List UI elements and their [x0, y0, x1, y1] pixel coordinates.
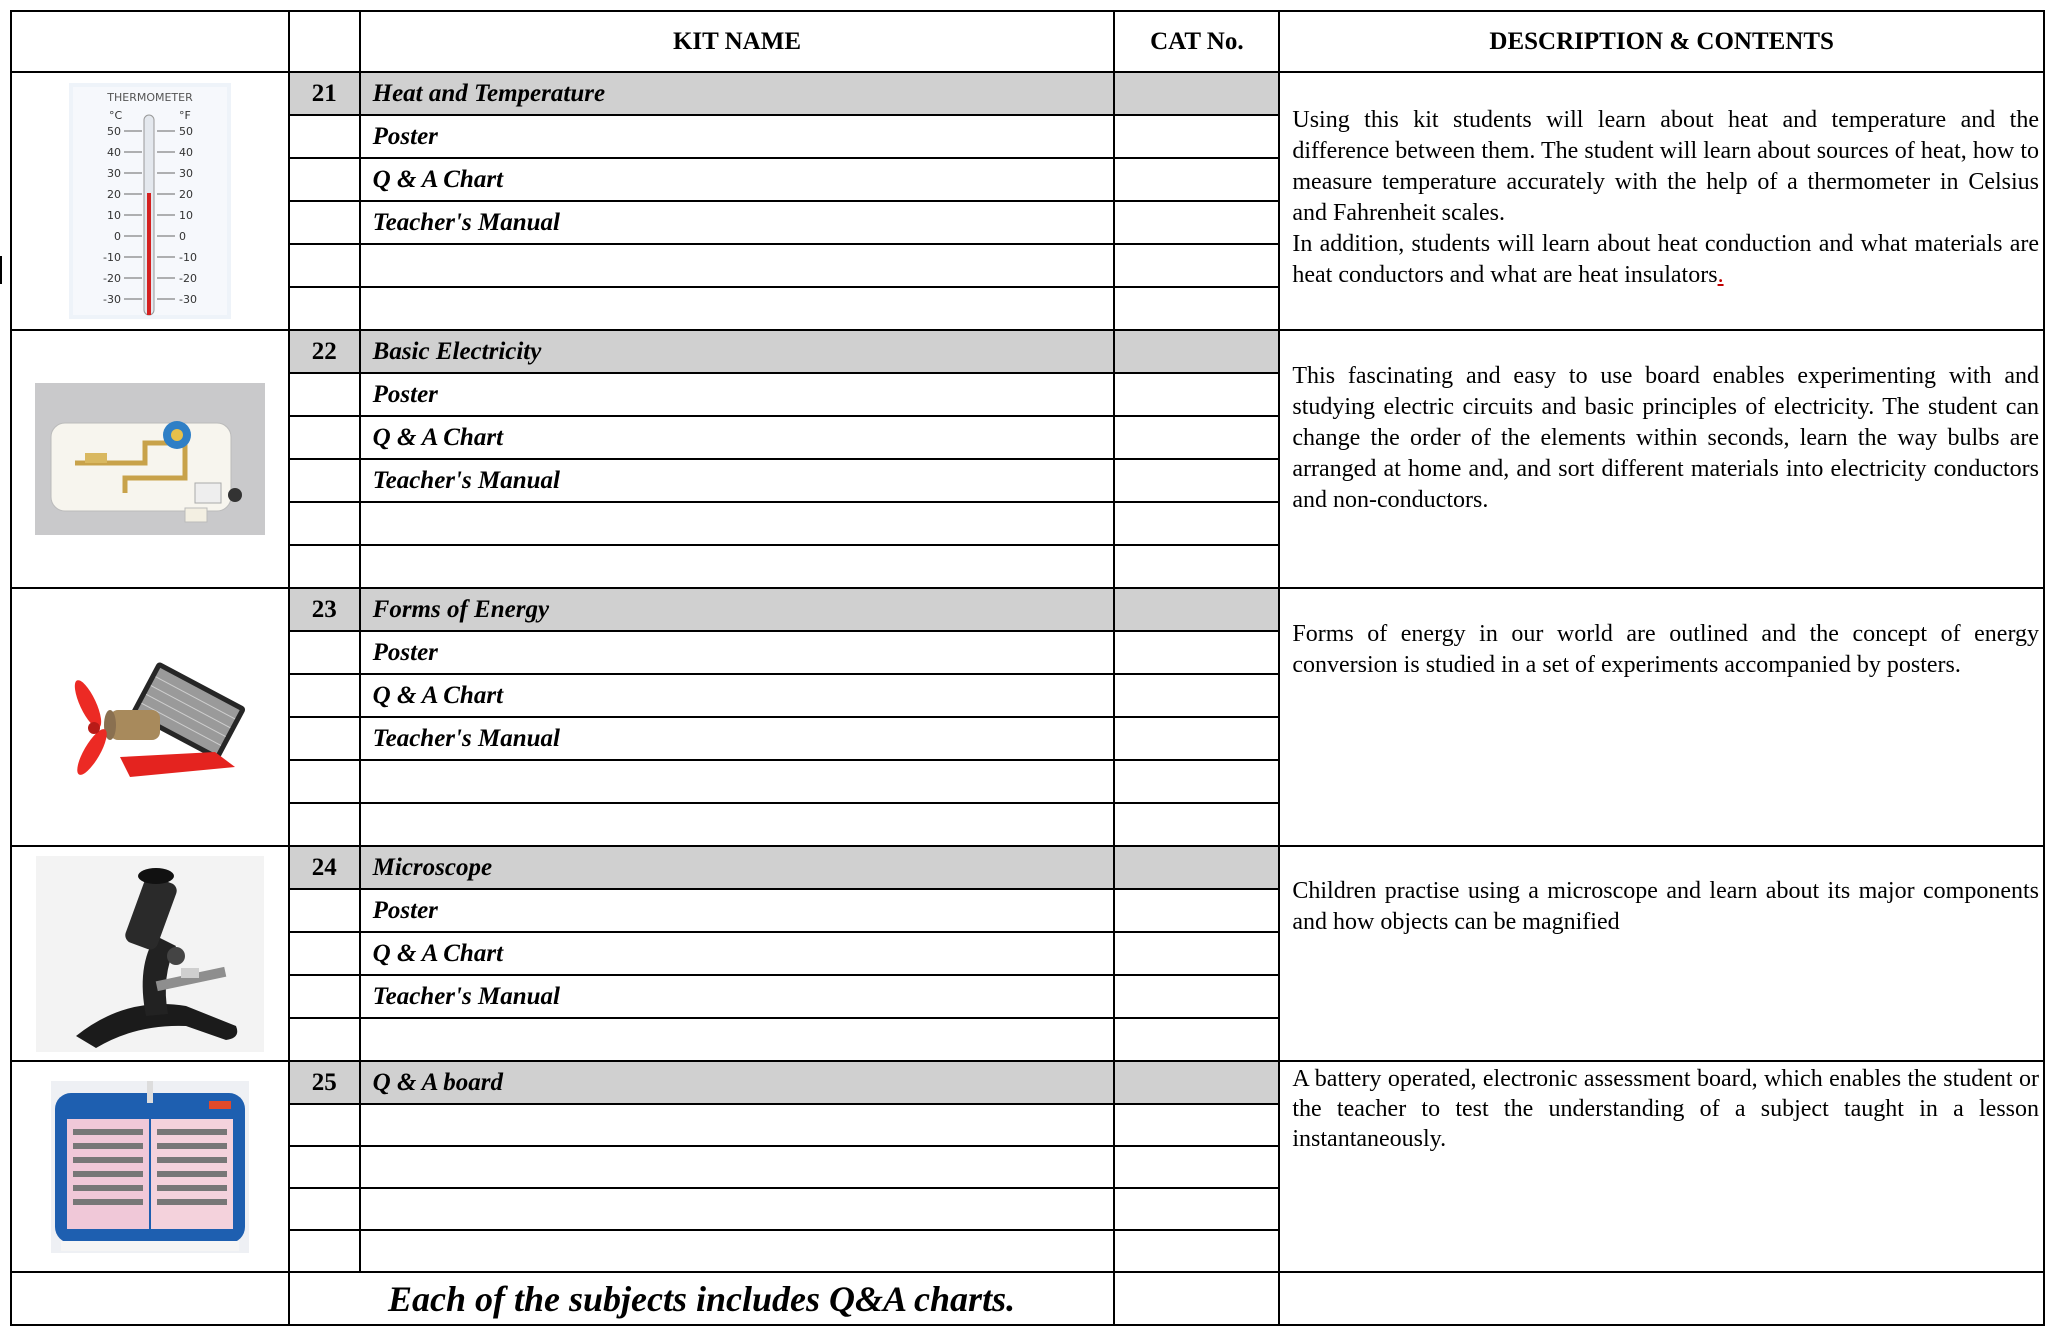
description-text: This fascinating and easy to use board enables experimenting with and studying electric circuits and basic principles of electricity. The student can change the order of the elements within seconds, learn the way bulbs are arranged at home and, and sort different materials into electricity conductors and non-conductors. — [1292, 363, 2039, 513]
header-kit-name: KIT NAME — [360, 11, 1115, 72]
thermometer-scale-label: 10 — [106, 209, 121, 222]
kit-item: Q & A Chart — [360, 416, 1115, 459]
kit-description — [1279, 330, 2044, 588]
qa-board-photo — [51, 1081, 249, 1253]
kit-item — [360, 1018, 1115, 1061]
kit-title: Forms of Energy — [360, 588, 1115, 631]
kit-row-23 — [11, 588, 2044, 631]
thermometer-scale-label: -20 — [102, 272, 121, 285]
kit-row-25 — [11, 1061, 2044, 1104]
thermometer-scale-label: 40 — [178, 146, 193, 159]
description-text: Children practise using a microscope and learn about its major components and how objects can be magnified — [1292, 878, 2039, 935]
kit-image-cell — [11, 330, 289, 588]
kit-item — [360, 287, 1115, 330]
kit-item: Q & A Chart — [360, 158, 1115, 201]
footer-image-cell — [11, 1272, 289, 1325]
description-text: A battery operated, electronic assessment board, which enables the student or the teacher to test the understanding of a subject taught in a lesson instantaneously. — [1292, 1066, 2039, 1152]
kit-image-cell — [11, 846, 289, 1061]
header-number-col — [289, 11, 360, 72]
header-description: DESCRIPTION & CONTENTS — [1279, 11, 2044, 72]
thermometer-scale-label: 0 — [113, 230, 121, 243]
thermometer-scale-label: 30 — [106, 167, 121, 180]
kit-item — [360, 502, 1115, 545]
thermometer-scale-label: 10 — [178, 209, 193, 222]
thermometer-photo — [69, 83, 231, 319]
kit-row-21 — [11, 72, 2044, 115]
thermometer-scale-label: 40 — [106, 146, 121, 159]
kit-row-22 — [11, 330, 2044, 373]
kit-number: 23 — [289, 588, 360, 631]
kit-item: Teacher's Manual — [360, 975, 1115, 1018]
kit-number: 22 — [289, 330, 360, 373]
unit-celsius: °C — [108, 109, 123, 122]
kit-description — [1279, 588, 2044, 846]
description-text-continued: In addition, students will learn about heat conduction and what materials are heat conductors and what are heat insulators. — [1292, 231, 2039, 288]
kit-number: 21 — [289, 72, 360, 115]
thermometer-scale-label: -10 — [178, 251, 197, 264]
thermometer-scale-label: -20 — [178, 272, 197, 285]
thermometer-scale-label: 20 — [106, 188, 121, 201]
description-text: Using this kit students will learn about heat and temperature and the difference between them. The student will learn about sources of heat, how to measure temperature accurately with the help of a thermometer in Celsius and Fahrenheit scales. — [1292, 107, 2039, 226]
kit-item — [360, 244, 1115, 287]
kit-description — [1279, 72, 2044, 330]
cat-no-cell — [1114, 72, 1279, 115]
thermometer-scale-label: 50 — [106, 125, 121, 138]
kit-item: Teacher's Manual — [360, 201, 1115, 244]
footer-note: Each of the subjects includes Q&A charts. — [289, 1272, 1115, 1325]
kit-description — [1279, 1061, 2044, 1272]
kit-item: Poster — [360, 631, 1115, 674]
kit-item — [360, 1188, 1115, 1230]
kit-item — [360, 1146, 1115, 1188]
header-row — [11, 11, 2044, 72]
thermometer-scale-label: 20 — [178, 188, 193, 201]
kit-item: Poster — [360, 115, 1115, 158]
header-cat-no: CAT No. — [1114, 11, 1279, 72]
page-edge-mark — [0, 256, 2, 284]
cat-no-cell — [1114, 588, 1279, 631]
thermometer-scale-label: 30 — [178, 167, 193, 180]
cat-no-cell — [1114, 846, 1279, 889]
kit-title: Basic Electricity — [360, 330, 1115, 373]
kit-catalog-table — [10, 10, 2045, 1326]
solar-fan-model-photo — [50, 642, 250, 792]
kit-row-24 — [11, 846, 2044, 889]
kit-item: Poster — [360, 889, 1115, 932]
kit-item: Poster — [360, 373, 1115, 416]
kit-description — [1279, 846, 2044, 1061]
thermometer-scale-label: 50 — [178, 125, 193, 138]
kit-image-cell — [11, 1061, 289, 1272]
kit-item: Teacher's Manual — [360, 459, 1115, 502]
kit-number: 25 — [289, 1061, 360, 1104]
kit-item — [360, 803, 1115, 846]
footer-cat-cell — [1114, 1272, 1279, 1325]
thermometer-scale-label: -30 — [102, 293, 121, 306]
kit-item — [360, 760, 1115, 803]
kit-item: Teacher's Manual — [360, 717, 1115, 760]
kit-title: Heat and Temperature — [360, 72, 1115, 115]
header-image-col — [11, 11, 289, 72]
kit-item — [360, 545, 1115, 588]
kit-title: Q & A board — [360, 1061, 1115, 1104]
cat-no-cell — [1114, 1061, 1279, 1104]
thermometer-label: THERMOMETER — [107, 91, 193, 104]
description-text: Forms of energy in our world are outlined and the concept of energy conversion is studied in a set of experiments accompanied by posters. — [1292, 621, 2039, 678]
unit-fahrenheit: °F — [178, 109, 191, 122]
cat-no-cell — [1114, 330, 1279, 373]
electric-circuit-board-photo — [35, 383, 265, 535]
kit-image-cell — [11, 72, 289, 330]
footer-desc-cell — [1279, 1272, 2044, 1325]
footer-row — [11, 1272, 2044, 1325]
thermometer-scale-label: 0 — [178, 230, 186, 243]
kit-item: Q & A Chart — [360, 674, 1115, 717]
thermometer-scale-label: -30 — [178, 293, 197, 306]
kit-item — [360, 1230, 1115, 1272]
kit-title: Microscope — [360, 846, 1115, 889]
kit-item: Q & A Chart — [360, 932, 1115, 975]
microscope-photo — [36, 856, 264, 1052]
kit-number: 24 — [289, 846, 360, 889]
kit-image-cell — [11, 588, 289, 846]
thermometer-scale-label: -10 — [102, 251, 121, 264]
kit-item — [360, 1104, 1115, 1146]
